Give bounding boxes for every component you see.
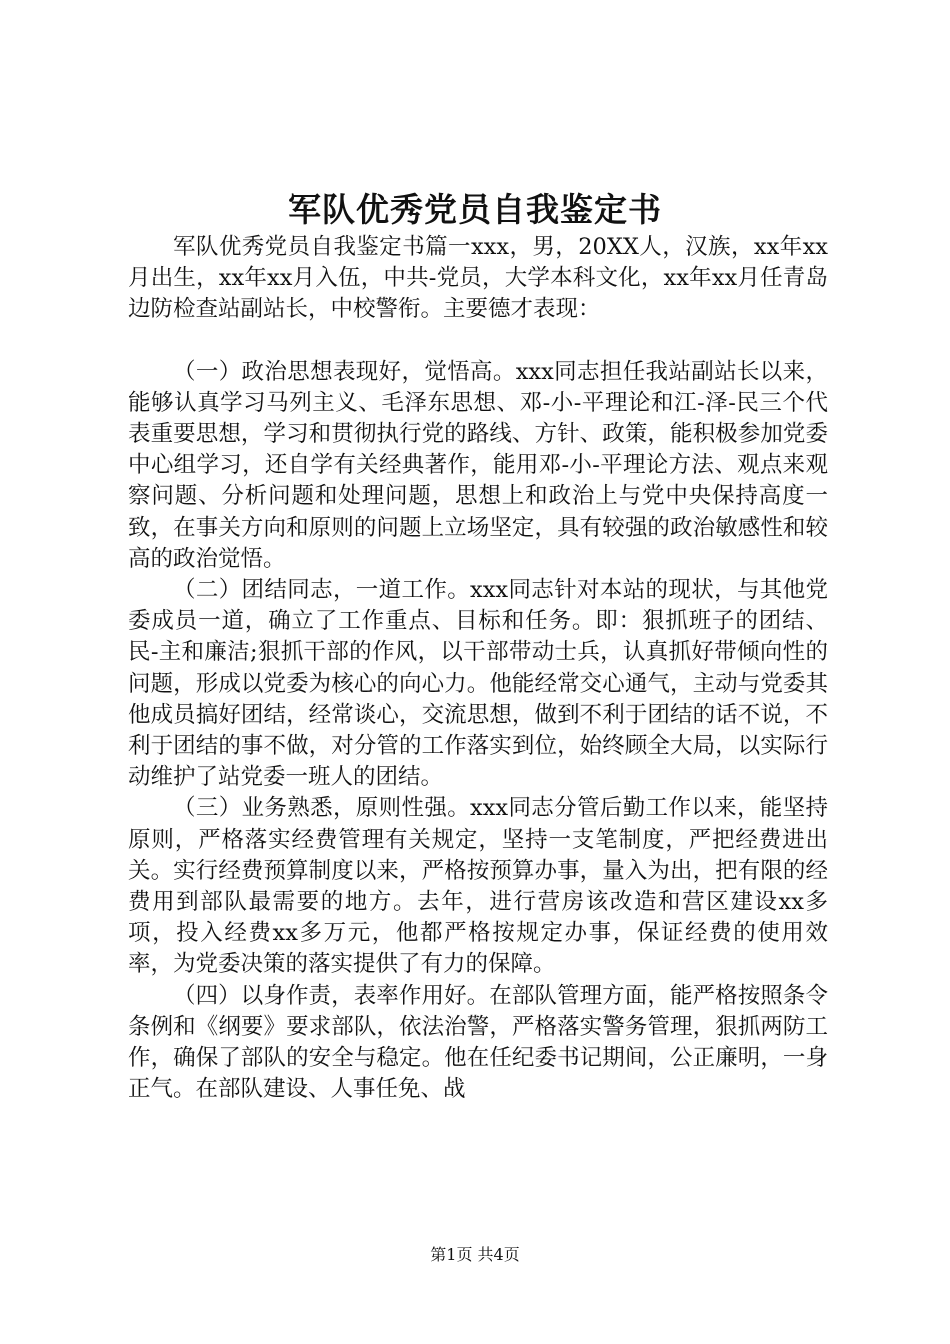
paragraph-section-4: （四）以身作责，表率作用好。在部队管理方面，能严格按照条令条例和《纲要》要求部队，依法治警，严格落实警务管理，狠抓两防工作，确保了部队的安全与稳定。他在任纪委书记期间，公正廉明，一身正气。在部队建设、人事任免、战: [128, 982, 828, 1103]
document-body: [128, 232, 828, 1105]
paragraph-section-1: （一）政治思想表现好，觉悟高。xxx同志担任我站副站长以来，能够认真学习马列主义、毛泽东思想、邓-小-平理论和江-泽-民三个代表重要思想，学习和贯彻执行党的路线、方针、政策，能积极参加党委中心组学习，还自学有关经典著作，能用邓-小-平理论方法、观点来观察问题、分析问题和处理问题，思想上和政治上与党中央保持高度一致，在事关方向和原则的问题上立场坚定，具有较强的政治敏感性和较高的政治觉悟。: [128, 358, 828, 572]
page-footer: 第1页 共4页: [430, 1245, 520, 1264]
paragraph-section-3: （三）业务熟悉，原则性强。xxx同志分管后勤工作以来，能坚持原则，严格落实经费管理有关规定，坚持一支笔制度，严把经费进出关。实行经费预算制度以来，严格按预算办事，量入为出，把有限的经费用到部队最需要的地方。去年，进行营房该改造和营区建设xx多项，投入经费xx多万元，他都严格按规定办事，保证经费的使用效率，为党委决策的落实提供了有力的保障。: [128, 795, 828, 978]
document-title: 军队优秀党员自我鉴定书: [288, 190, 662, 229]
paragraph-intro: 军队优秀党员自我鉴定书篇一xxx，男，20XX人，汉族，xx年xx月出生，xx年xx月入伍，中共-党员，大学本科文化，xx年xx月任青岛边防检查站副站长，中校警衔。主要德才表现：: [128, 234, 828, 323]
paragraph-section-2: （二）团结同志，一道工作。xxx同志针对本站的现状，与其他党委成员一道，确立了工作重点、目标和任务。即：狠抓班子的团结、民-主和廉洁;狠抓干部的作风，以干部带动士兵，认真抓好带倾向性的问题，形成以党委为核心的向心力。他能经常交心通气，主动与党委其他成员搞好团结，经常谈心，交流思想，做到不利于团结的话不说，不利于团结的事不做，对分管的工作落实到位，始终顾全大局，以实际行动维护了站党委一班人的团结。: [128, 577, 828, 791]
paragraph-spacer: [128, 326, 828, 357]
